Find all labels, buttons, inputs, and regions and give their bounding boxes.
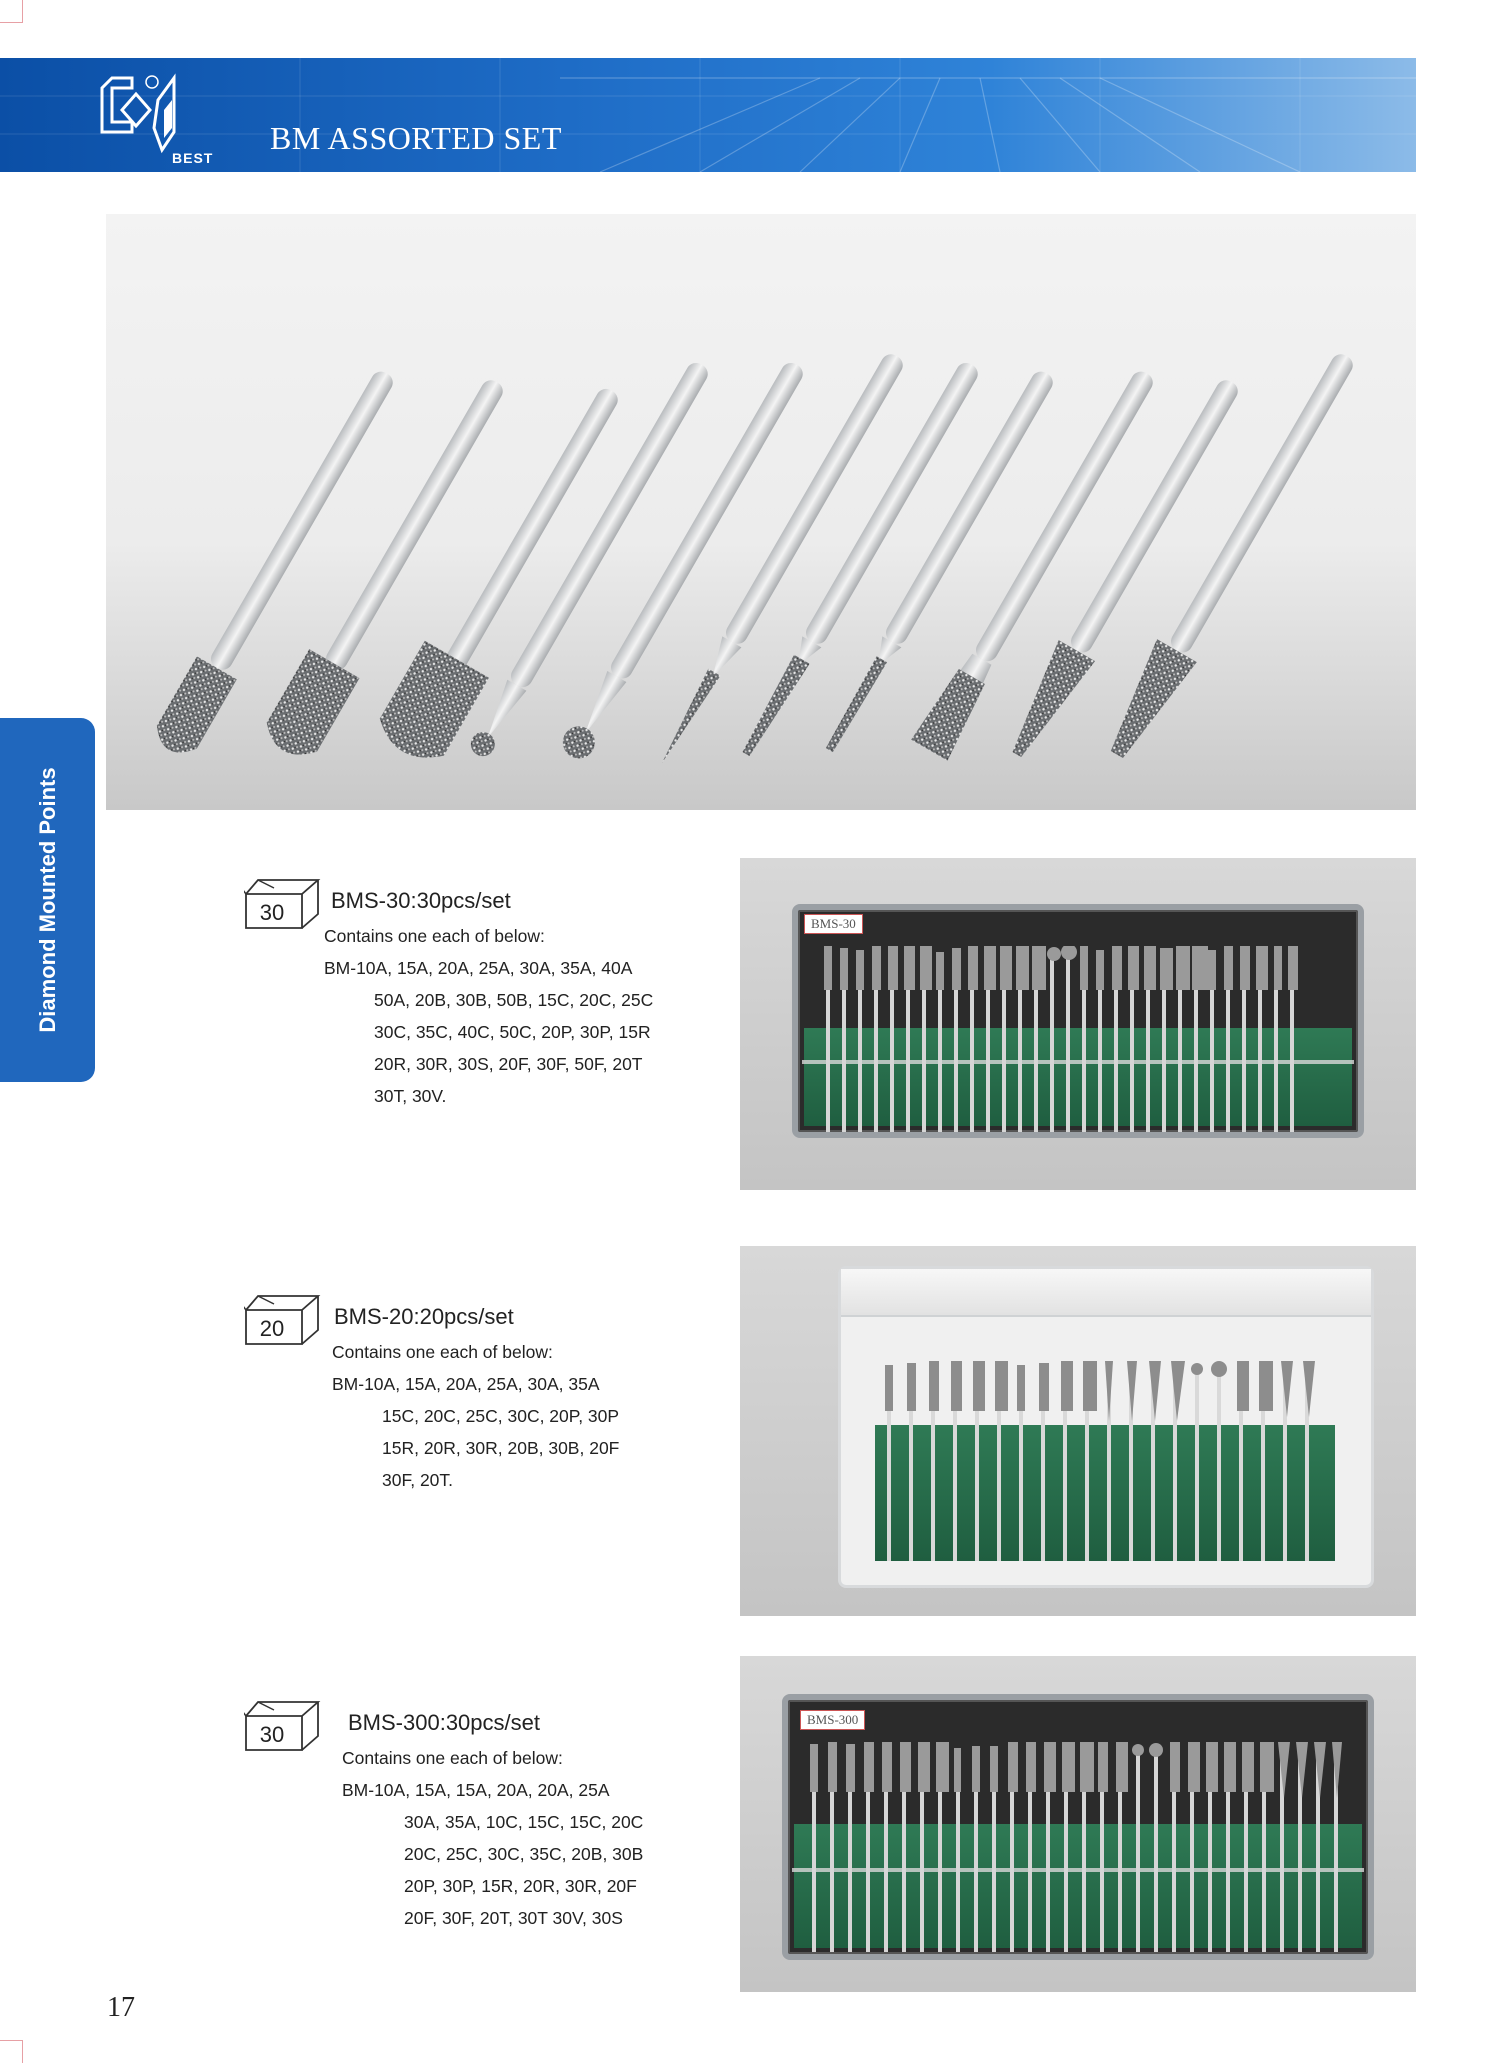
set-line: 30C, 35C, 40C, 50C, 20P, 30P, 15R	[374, 1022, 651, 1042]
crop-mark-top	[0, 0, 23, 23]
set-title: BMS-30:30pcs/set	[331, 888, 511, 913]
case-lid	[841, 1269, 1371, 1317]
set-bms-20	[244, 1290, 714, 1490]
set-contents	[342, 1742, 643, 1934]
case-bms-20	[838, 1266, 1374, 1588]
photo-bms-300	[740, 1656, 1416, 1992]
points-row	[806, 1742, 1354, 1952]
set-line: 30A, 35A, 10C, 15C, 15C, 20C	[404, 1812, 644, 1832]
set-line: 30F, 20T.	[382, 1470, 454, 1490]
side-tab	[0, 718, 95, 1082]
brand-word: BEST	[172, 150, 214, 166]
case-label: BMS-30	[804, 914, 863, 934]
set-line: 15R, 20R, 30R, 20B, 30B, 20F	[382, 1438, 620, 1458]
set-intro: Contains one each of below:	[342, 1748, 563, 1768]
set-line: 20C, 25C, 30C, 35C, 20B, 30B	[404, 1844, 644, 1864]
photo-bms-20	[740, 1246, 1416, 1616]
set-line: BM-10A, 15A, 20A, 25A, 30A, 35A	[332, 1374, 600, 1394]
set-line: 20F, 30F, 20T, 30T 30V, 30S	[404, 1908, 623, 1928]
case-bms-300	[782, 1694, 1374, 1960]
case-bms-30	[792, 904, 1364, 1138]
set-intro: Contains one each of below:	[324, 926, 545, 946]
set-bms-300	[244, 1696, 714, 1946]
points-row	[818, 946, 1338, 1132]
set-intro: Contains one each of below:	[332, 1342, 553, 1362]
case-label: BMS-300	[800, 1710, 865, 1730]
points-row	[881, 1361, 1331, 1561]
set-title: BMS-20:20pcs/set	[334, 1304, 514, 1329]
set-line: 30T, 30V.	[374, 1086, 447, 1106]
box-count: 20	[259, 1316, 285, 1341]
set-line: 20P, 30P, 15R, 20R, 30R, 20F	[404, 1876, 637, 1896]
crop-mark-bottom	[0, 2040, 23, 2063]
point-1	[149, 362, 406, 762]
page-title: BM ASSORTED SET	[270, 120, 562, 156]
set-line: 20R, 30R, 30S, 20F, 30F, 50F, 20T	[374, 1054, 643, 1074]
set-line: 15C, 20C, 25C, 30C, 20P, 30P	[382, 1406, 620, 1426]
hero-product-photo	[106, 214, 1416, 810]
set-line: BM-10A, 15A, 15A, 20A, 20A, 25A	[342, 1780, 610, 1800]
set-line: 50A, 20B, 30B, 50B, 15C, 20C, 25C	[374, 990, 654, 1010]
set-contents	[324, 920, 653, 1112]
page-number: 17	[107, 1992, 135, 2023]
set-line: BM-10A, 15A, 20A, 25A, 30A, 35A, 40A	[324, 958, 633, 978]
set-title: BMS-300:30pcs/set	[348, 1710, 540, 1735]
box-count: 30	[259, 1722, 285, 1747]
set-bms-30	[244, 874, 714, 1124]
side-tab-label: Diamond Mounted Points	[34, 767, 60, 1033]
photo-bms-30	[740, 858, 1416, 1190]
company-logo	[92, 70, 180, 160]
diamond-points-illustration	[106, 214, 1416, 810]
box-count: 30	[259, 900, 285, 925]
set-contents	[332, 1336, 619, 1496]
